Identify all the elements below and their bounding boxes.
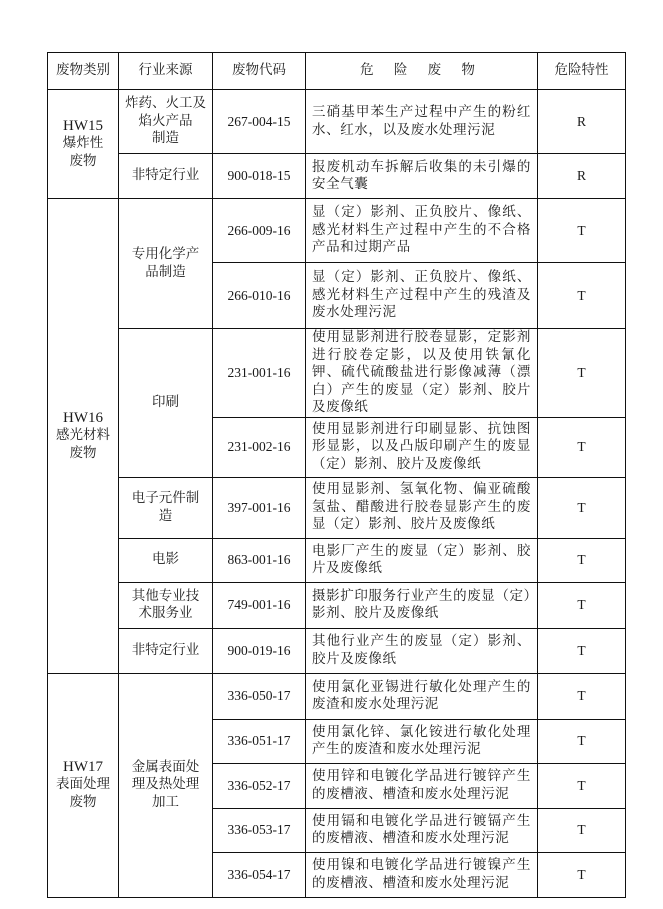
char-cell: T bbox=[538, 538, 626, 582]
code-cell: 266-009-16 bbox=[213, 199, 306, 263]
desc-cell: 使用镍和电镀化学品进行镀镍产生的废槽液、槽渣和废水处理污泥 bbox=[306, 852, 538, 897]
code-cell: 336-052-17 bbox=[213, 763, 306, 808]
table-row bbox=[48, 538, 626, 582]
desc-cell: 使用氯化锌、氯化铵进行敏化处理产生的废渣和废水处理污泥 bbox=[306, 719, 538, 763]
category-cell-hw16: HW16 感光材料 废物 bbox=[48, 199, 119, 674]
code-cell: 397-001-16 bbox=[213, 477, 306, 538]
code-cell: 231-002-16 bbox=[213, 417, 306, 477]
header-row bbox=[48, 53, 626, 90]
table-row bbox=[48, 477, 626, 538]
industry-cell: 非特定行业 bbox=[119, 628, 213, 673]
code-cell: 336-054-17 bbox=[213, 852, 306, 897]
desc-cell: 使用氯化亚锡进行敏化处理产生的废渣和废水处理污泥 bbox=[306, 673, 538, 719]
industry-cell: 专用化学产 品制造 bbox=[119, 199, 213, 329]
char-cell: T bbox=[538, 582, 626, 628]
desc-cell: 其他行业产生的废显（定）影剂、胶片及废像纸 bbox=[306, 628, 538, 673]
code-cell: 267-004-15 bbox=[213, 90, 306, 154]
code-cell: 336-050-17 bbox=[213, 673, 306, 719]
desc-cell: 使用显影剂、氢氧化物、偏亚硫酸氢盐、醋酸进行胶卷显影产生的废显（定）影剂、胶片及废像纸 bbox=[306, 477, 538, 538]
table-row bbox=[48, 90, 626, 154]
desc-cell: 使用镉和电镀化学品进行镀镉产生的废槽液、槽渣和废水处理污泥 bbox=[306, 808, 538, 852]
table-row bbox=[48, 199, 626, 263]
header-code: 废物代码 bbox=[213, 53, 306, 90]
char-cell: T bbox=[538, 628, 626, 673]
char-cell: R bbox=[538, 90, 626, 154]
char-cell: R bbox=[538, 154, 626, 199]
industry-cell: 电子元件制 造 bbox=[119, 477, 213, 538]
header-category: 废物类别 bbox=[48, 53, 119, 90]
char-cell: T bbox=[538, 673, 626, 719]
desc-cell: 电影厂产生的废显（定）影剂、胶片及废像纸 bbox=[306, 538, 538, 582]
industry-cell: 其他专业技 术服务业 bbox=[119, 582, 213, 628]
header-waste: 危 险 废 物 bbox=[306, 53, 538, 90]
desc-cell: 摄影扩印服务行业产生的废显（定）影剂、胶片及废像纸 bbox=[306, 582, 538, 628]
code-cell: 231-001-16 bbox=[213, 329, 306, 418]
desc-cell: 使用显影剂进行印刷显影、抗蚀图形显影，以及凸版印刷产生的废显（定）影剂、胶片及废像纸 bbox=[306, 417, 538, 477]
industry-cell: 印刷 bbox=[119, 329, 213, 478]
code-cell: 336-053-17 bbox=[213, 808, 306, 852]
code-cell: 266-010-16 bbox=[213, 263, 306, 329]
desc-cell: 使用锌和电镀化学品进行镀锌产生的废槽液、槽渣和废水处理污泥 bbox=[306, 763, 538, 808]
char-cell: T bbox=[538, 763, 626, 808]
industry-cell: 金属表面处 理及热处理 加工 bbox=[119, 673, 213, 897]
desc-cell: 三硝基甲苯生产过程中产生的粉红水、红水，以及废水处理污泥 bbox=[306, 90, 538, 154]
code-cell: 900-019-16 bbox=[213, 628, 306, 673]
table-row bbox=[48, 329, 626, 418]
char-cell: T bbox=[538, 719, 626, 763]
desc-cell: 使用显影剂进行胶卷显影，定影剂进行胶卷定影，以及使用铁氰化钾、硫代硫酸盐进行影像减薄（漂白）产生的废显（定）影剂、胶片及废像纸 bbox=[306, 329, 538, 418]
table-row bbox=[48, 628, 626, 673]
desc-cell: 报废机动车拆解后收集的未引爆的安全气囊 bbox=[306, 154, 538, 199]
char-cell: T bbox=[538, 417, 626, 477]
hazardous-waste-table bbox=[47, 52, 626, 898]
code-cell: 900-018-15 bbox=[213, 154, 306, 199]
char-cell: T bbox=[538, 852, 626, 897]
char-cell: T bbox=[538, 329, 626, 418]
table-row bbox=[48, 582, 626, 628]
industry-cell: 炸药、火工及 焰火产品 制造 bbox=[119, 90, 213, 154]
char-cell: T bbox=[538, 477, 626, 538]
desc-cell: 显（定）影剂、正负胶片、像纸、感光材料生产过程中产生的残渣及废水处理污泥 bbox=[306, 263, 538, 329]
industry-cell: 非特定行业 bbox=[119, 154, 213, 199]
category-cell-hw17: HW17 表面处理 废物 bbox=[48, 673, 119, 897]
code-cell: 749-001-16 bbox=[213, 582, 306, 628]
char-cell: T bbox=[538, 808, 626, 852]
code-cell: 336-051-17 bbox=[213, 719, 306, 763]
header-characteristic: 危险特性 bbox=[538, 53, 626, 90]
category-cell-hw15: HW15 爆炸性 废物 bbox=[48, 90, 119, 199]
char-cell: T bbox=[538, 199, 626, 263]
table-row bbox=[48, 154, 626, 199]
code-cell: 863-001-16 bbox=[213, 538, 306, 582]
desc-cell: 显（定）影剂、正负胶片、像纸、感光材料生产过程中产生的不合格产品和过期产品 bbox=[306, 199, 538, 263]
header-industry: 行业来源 bbox=[119, 53, 213, 90]
char-cell: T bbox=[538, 263, 626, 329]
industry-cell: 电影 bbox=[119, 538, 213, 582]
table-row bbox=[48, 673, 626, 719]
